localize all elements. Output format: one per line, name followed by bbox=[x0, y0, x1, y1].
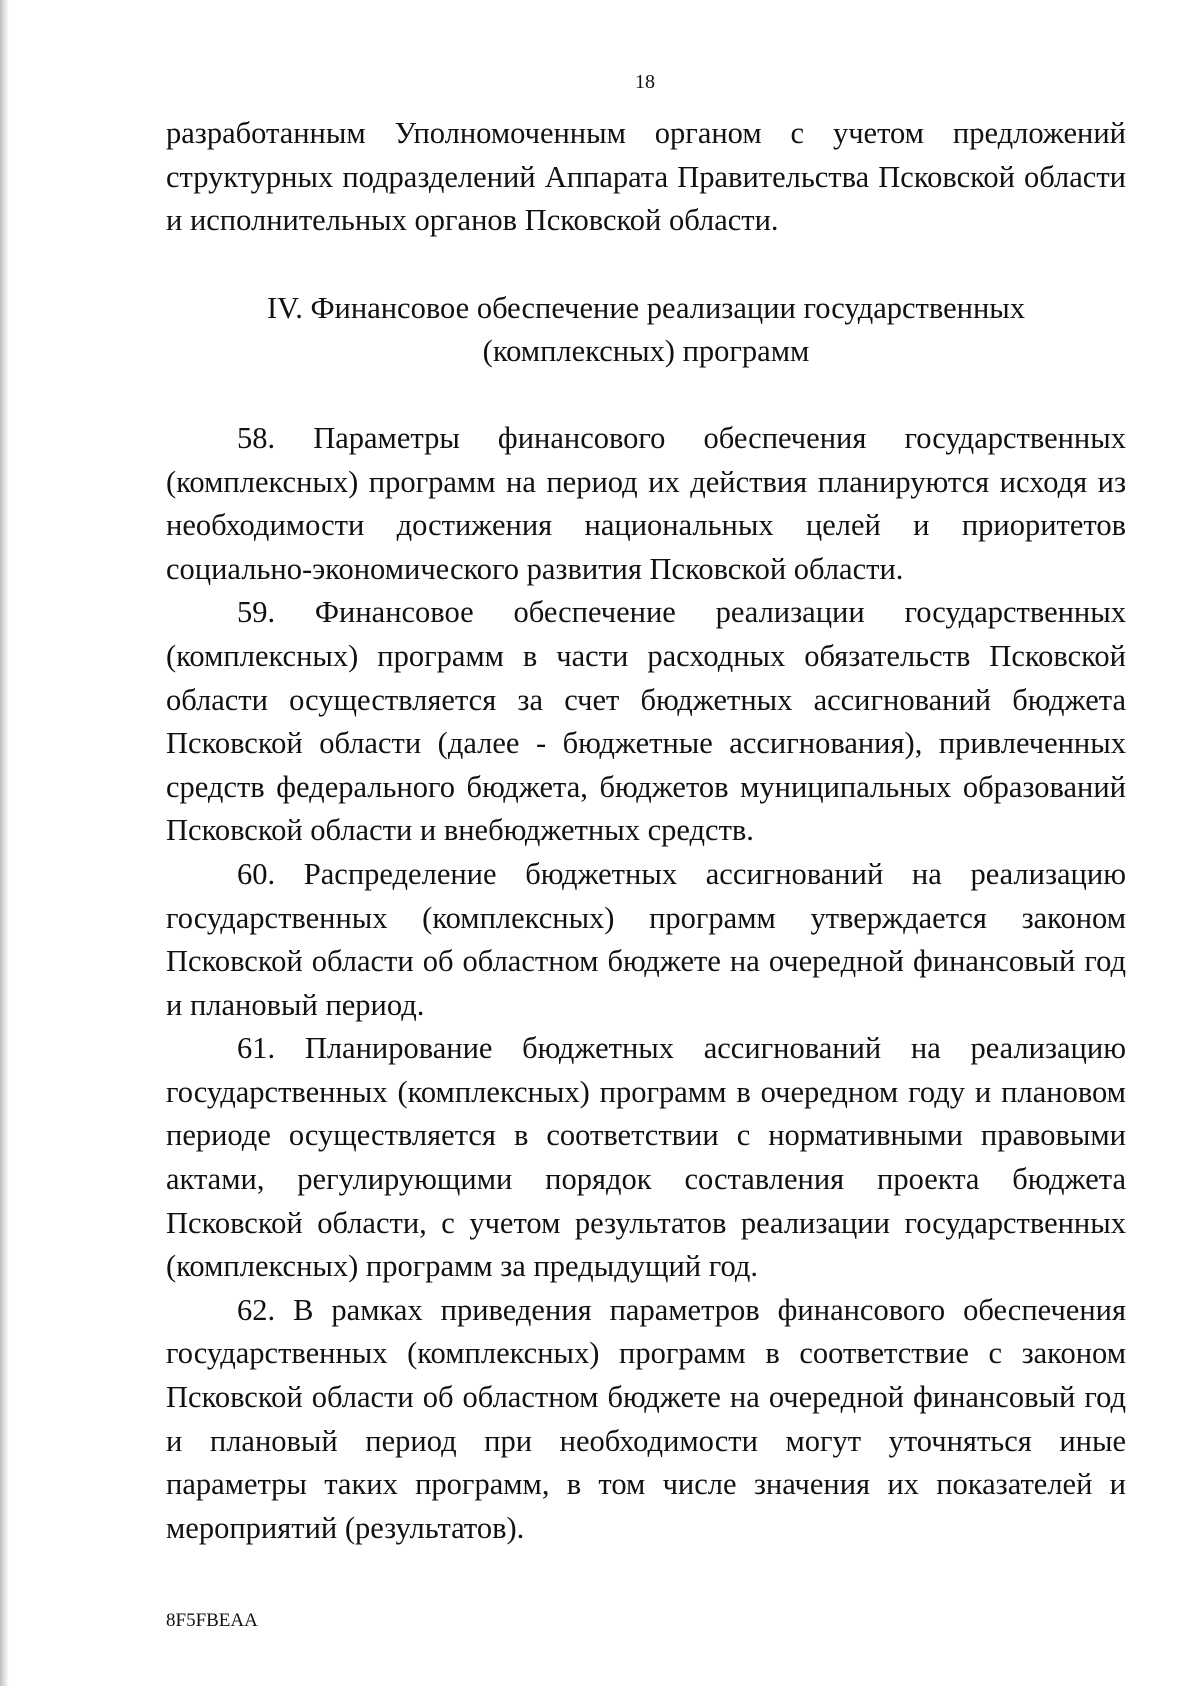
paragraph-61: 61. Планирование бюджетных ассигнований на реализацию государственных (комплексных) программ в очередном году и плановом периоде осуществляется в соответствии с нормативными правовыми актами, регулирующими порядок составления проекта бюджета Псковской области, с учетом результатов реализации государственных (комплексных) программ за предыдущий год. bbox=[166, 1031, 1126, 1284]
document-body bbox=[166, 112, 1126, 1550]
paragraph-59: 59. Финансовое обеспечение реализации государственных (комплексных) программ в части расходных обязательств Псковской области осуществляется за счет бюджетных ассигнований бюджета Псковской области (далее - бюджетные ассигнования), привлеченных средств федерального бюджета, бюджетов муниципальных образований Псковской области и внебюджетных средств. bbox=[166, 595, 1126, 848]
paragraph-60: 60. Распределение бюджетных ассигнований на реализацию государственных (комплексных) программ утверждается законом Псковской области об областном бюджете на очередной финансовый год и плановый период. bbox=[166, 856, 1126, 1022]
section-heading-line-2: (комплексных) программ bbox=[482, 334, 810, 369]
section-heading bbox=[166, 287, 1126, 374]
paragraph-58: 58. Параметры финансового обеспечения государственных (комплексных) программ на период их действия планируются исходя из необходимости достижения национальных целей и приоритетов социально-экономического развития Псковской области. bbox=[166, 420, 1126, 586]
section-heading-line-1: IV. Финансовое обеспечение реализации государственных bbox=[266, 290, 1026, 325]
scan-edge bbox=[0, 0, 9, 1686]
document-code: 8F5FBEAA bbox=[166, 1610, 258, 1631]
continuation-paragraph: разработанным Уполномоченным органом с учетом предложений структурных подразделений Аппарата Правительства Псковской области и исполнительных органов Псковской области. bbox=[166, 116, 1126, 238]
paragraph-62: 62. В рамках приведения параметров финансового обеспечения государственных (комплексных) программ в соответствие с законом Псковской области об областном бюджете на очередной финансовый год и плановый период при необходимости могут уточняться иные параметры таких программ, в том числе значения их показателей и мероприятий (результатов). bbox=[166, 1292, 1126, 1545]
page-number: 18 bbox=[635, 71, 655, 93]
